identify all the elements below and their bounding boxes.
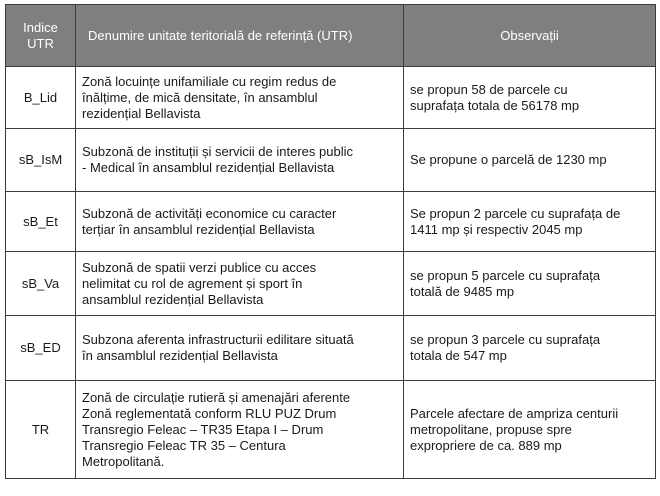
table-row [6,316,656,381]
text-line: ansamblul rezidențial Bellavista [82,291,264,307]
text-line: Zonă de circulație rutieră și amenajări aferente [82,389,351,405]
cell-denumire [76,192,404,252]
text-line: Subzonă de instituții și servicii de interes public [82,144,353,159]
header-observatii: Observații [404,5,656,67]
cell-index: sB_Et [6,192,76,252]
cell-denumire [76,316,404,381]
cell-index: sB_ED [6,316,76,381]
text-line: Transregio Feleac TR 35 – Centura [82,437,286,453]
text-line: Zonă reglementată conform RLU PUZ Drum [82,405,337,421]
text-line: totala de 547 mp [410,348,507,363]
text-line: - Medical în ansamblul rezidențial Bellavista [82,160,335,175]
text-line: Subzonă de activități economice cu caracter [82,205,337,221]
text-line: Subzona aferenta infrastructurii edilitare situată [82,332,354,347]
text-line: nelimitat cu rol de agrement și sport în [82,275,303,291]
cell-denumire [76,129,404,192]
text-line: totală de 9485 mp [410,283,515,299]
text-line: metropolitane, propuse spre [410,421,572,437]
text-line: se propun 3 parcele cu suprafața [410,332,601,347]
cell-observatii [404,67,656,129]
cell-observatii [404,192,656,252]
cell-index: TR [6,381,76,479]
text-line: Parcele afectare de ampriza centurii [410,405,619,421]
header-index-line: UTR [27,35,54,51]
table-row [6,192,656,252]
cell-observatii [404,381,656,479]
cell-denumire [76,67,404,129]
text-line: suprafața totala de 56178 mp [410,97,580,113]
text-line: înălțime, de mică densitate, în ansamblul [82,89,318,105]
table-row [6,381,656,479]
table-row [6,129,656,192]
text-line: se propun 58 de parcele cu [410,81,568,97]
header-denumire: Denumire unitate teritorială de referință (UTR) [76,5,404,67]
text-line: rezidențial Bellavista [82,105,201,121]
table-row [6,252,656,316]
header-index-line: Indice [23,19,58,35]
text-line: expropriere de ca. 889 mp [410,437,562,453]
header-index-utr [6,5,76,67]
text-line: Se propun 2 parcele cu suprafața de [410,205,621,221]
cell-observatii [404,316,656,381]
header-row [6,5,656,67]
text-line: Transregio Feleac – TR35 Etapa I – Drum [82,421,324,437]
cell-denumire [76,252,404,316]
table-row [6,67,656,129]
cell-observatii [404,129,656,192]
cell-observatii [404,252,656,316]
text-line: Subzonă de spatii verzi publice cu acces [82,259,317,275]
text-line: terțiar în ansamblul rezidențial Bellavista [82,221,315,237]
text-line: Se propune o parcelă de 1230 mp [410,152,607,167]
text-line: Zonă locuințe unifamiliale cu regim redus de [82,73,337,89]
cell-index: sB_Va [6,252,76,316]
cell-index: B_Lid [6,67,76,129]
cell-denumire [76,381,404,479]
text-line: în ansamblul rezidențial Bellavista [82,348,278,363]
text-line: 1411 mp și respectiv 2045 mp [410,221,583,237]
text-line: Metropolitană. [82,453,165,469]
text-line: se propun 5 parcele cu suprafața [410,267,601,283]
utr-table [5,4,656,479]
cell-index: sB_IsM [6,129,76,192]
